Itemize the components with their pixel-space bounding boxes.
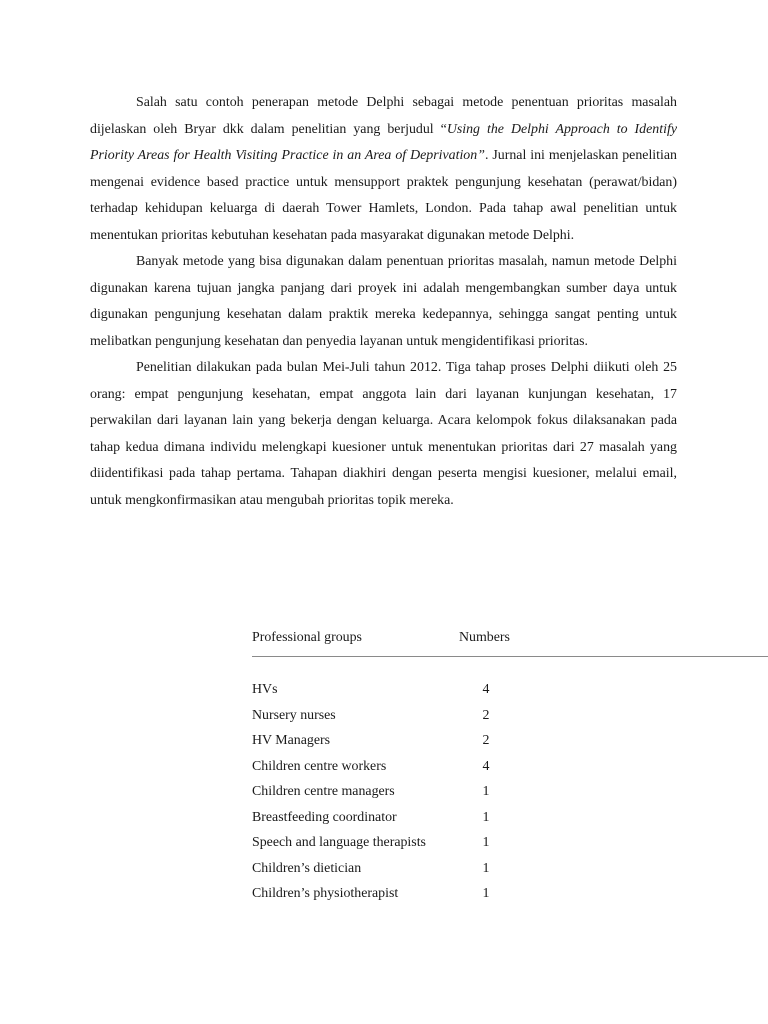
table-row — [252, 830, 768, 856]
row-group: Children’s dietician — [252, 860, 362, 876]
row-group: Speech and language therapists — [252, 835, 426, 850]
table-row — [252, 754, 768, 780]
table-header — [252, 626, 768, 657]
row-group: Children centre managers — [252, 784, 395, 799]
row-number: 1 — [482, 784, 490, 799]
row-number: 2 — [482, 707, 490, 723]
professional-groups-table — [252, 626, 768, 907]
paragraph-1-text: Salah satu contoh penerapan metode Delphi sebagai metode penentuan prioritas masalah dijelaskan oleh Bryar dkk dalam penelitian yang berjudul “ — [90, 95, 677, 137]
row-number: 2 — [482, 733, 490, 748]
paragraph-3: Penelitian dilakukan pada bulan Mei-Juli tahun 2012. Tiga tahap proses Delphi diikuti oleh 25 orang: empat pengunjung kesehatan, empat anggota lain dari layanan kunjungan kesehatan, 17 perwakilan dari layanan lain yang bekerja dengan keluarga. Acara kelompok fokus dilaksanakan pada tahap kedua dimana individu melengkapi kuesioner untuk menentukan prioritas dari 27 masalah yang diidentifikasi pada tahap pertama. Tahapan diakhiri dengan peserta mengisi kuesioner, melalui email, untuk mengkonfirmasikan atau mengubah prioritas topik mereka. — [90, 360, 677, 508]
paragraph-2: Banyak metode yang bisa digunakan dalam penentuan prioritas masalah, namun metode Delphi digunakan karena tujuan jangka panjang dari proyek ini adalah mengembangkan sumber daya untuk digunakan pengunjung kesehatan dalam praktik mereka kedepannya, sehingga sangat penting untuk melibatkan pengunjung kesehatan dan penyedia layanan untuk mengidentifikasi prioritas. — [90, 254, 677, 349]
header-numbers: Numbers — [459, 630, 510, 645]
row-number: 1 — [482, 809, 490, 825]
table-row — [252, 728, 768, 754]
row-number: 1 — [482, 886, 490, 901]
table-row — [252, 881, 768, 907]
row-group: Breastfeeding coordinator — [252, 809, 397, 825]
row-group: Children centre workers — [252, 758, 387, 774]
table-row — [252, 779, 768, 805]
row-group: Children’s physiotherapist — [252, 886, 399, 901]
row-number: 4 — [482, 758, 490, 774]
table-body — [252, 657, 768, 907]
table-row — [252, 856, 768, 882]
row-number: 4 — [482, 682, 490, 697]
table-row — [252, 703, 768, 729]
row-number: 1 — [482, 860, 490, 876]
row-number: 1 — [482, 835, 490, 850]
table-row — [252, 805, 768, 831]
journal-title: Using the Delphi Approach to Identify Priority Areas for Health Visiting Practice in an Area of Deprivation” — [90, 121, 677, 163]
row-group: HV Managers — [252, 733, 331, 748]
table-row — [252, 677, 768, 703]
header-professional-groups: Professional groups — [252, 630, 362, 645]
paragraph-1 — [90, 90, 677, 249]
row-group: Nursery nurses — [252, 707, 336, 723]
paragraph-1-rest: . Jurnal ini menjelaskan penelitian mengenai evidence based practice untuk mensupport praktek pengunjung kesehatan (perawat/bidan) terhadap kehidupan keluarga di daerah Tower Hamlets, London. Pada tahap awal penelitian untuk menentukan prioritas kebutuhan kesehatan pada masyarakat digunakan metode Delphi. — [90, 148, 677, 243]
row-group: HVs — [252, 682, 278, 697]
body-text — [90, 90, 677, 514]
